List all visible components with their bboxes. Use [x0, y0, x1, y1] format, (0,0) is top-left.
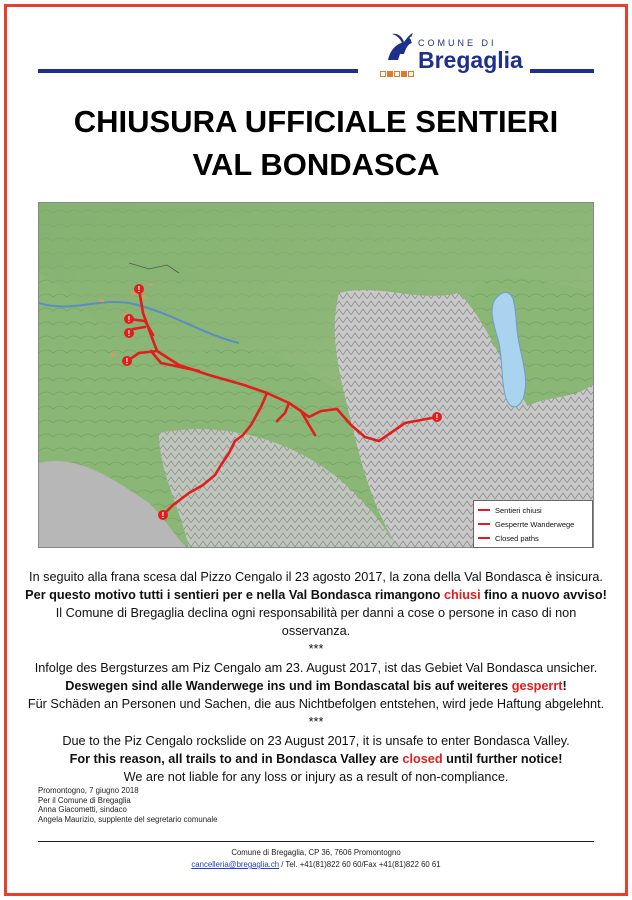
signature-name-2: Angela Maurizio, supplente del segretario comunale: [38, 814, 218, 824]
separator: ***: [308, 642, 324, 656]
signature-for: Per il Comune di Bregaglia: [38, 795, 131, 805]
title-line-1: CHIUSURA UFFICIALE SENTIERI: [73, 104, 559, 139]
english-line-2: For this reason, all trails to and in Bondasca Valley are closed until further notice!: [69, 752, 563, 766]
notice-text: [20, 568, 612, 786]
svg-text:!: !: [127, 315, 131, 324]
signature-name-1: Anna Giacometti, sindaco: [38, 805, 127, 814]
german-line-2: Deswegen sind alle Wanderwege ins und im Bondascatal bis auf weiteres gesperrt!: [65, 679, 567, 693]
footer-contact: [0, 859, 632, 871]
italian-line-1: In seguito alla frana scesa dal Pizzo Cengalo il 23 agosto 2017, la zona della Val Bondasca è insicura.: [29, 570, 603, 584]
footer-address: Comune di Bregaglia, CP 36, 7606 Promontogno: [231, 848, 401, 857]
email-link[interactable]: cancelleria@bregaglia.ch: [191, 860, 280, 869]
svg-text:!: !: [161, 511, 165, 520]
svg-text:!: !: [125, 357, 129, 366]
english-line-3: We are not liable for any loss or injury as a result of non-compliance.: [123, 770, 509, 784]
logo-comune-text: COMUNE DI: [418, 38, 497, 48]
footer: [0, 847, 632, 871]
map-legend: [473, 500, 593, 548]
page-title: [0, 100, 632, 186]
footer-phone: / Tel. +41(81)822 60 60/Fax +41(81)822 60 61: [279, 860, 441, 869]
german-line-1: Infolge des Bergsturzes am Piz Cengalo am 23. August 2017, ist das Gebiet Val Bondasca unsicher.: [34, 661, 598, 675]
comune-bregaglia-logo: [378, 30, 528, 80]
legend-item: Closed paths: [478, 533, 539, 543]
header-rule-right: [530, 69, 594, 73]
italian-line-2: Per questo motivo tutti i sentieri per e nella Val Bondasca rimangono chiusi fino a nuovo avviso!: [25, 588, 607, 602]
header-rule-left: [38, 69, 358, 73]
german-line-3: Für Schäden an Personen und Sachen, die aus Nichtbefolgen entstehen, wird jede Haftung abgelehnt.: [27, 697, 605, 711]
svg-text:!: !: [137, 285, 141, 294]
legend-item: Sentieri chiusi: [478, 505, 542, 515]
legend-item: Gesperrte Wanderwege: [478, 519, 574, 529]
svg-text:!: !: [127, 329, 131, 338]
italian-line-3: Il Comune di Bregaglia declina ogni responsabilità per danni a cose o persone in caso di non osservanza.: [55, 606, 577, 638]
trail-map: [38, 202, 594, 548]
english-line-1: Due to the Piz Cengalo rockslide on 23 August 2017, it is unsafe to enter Bondasca Valley.: [62, 734, 570, 748]
separator: ***: [308, 715, 324, 729]
ibex-emblem-icon: [382, 30, 418, 64]
topographic-map-graphic: [39, 203, 594, 548]
footer-rule: [38, 841, 594, 842]
svg-text:!: !: [435, 413, 439, 422]
logo-name-text: Bregaglia: [418, 47, 523, 73]
signature-block: [38, 786, 217, 824]
place-date: Promontogno, 7 giugno 2018: [38, 786, 139, 795]
logo-squares: [380, 64, 415, 82]
title-line-2: VAL BONDASCA: [192, 147, 440, 182]
